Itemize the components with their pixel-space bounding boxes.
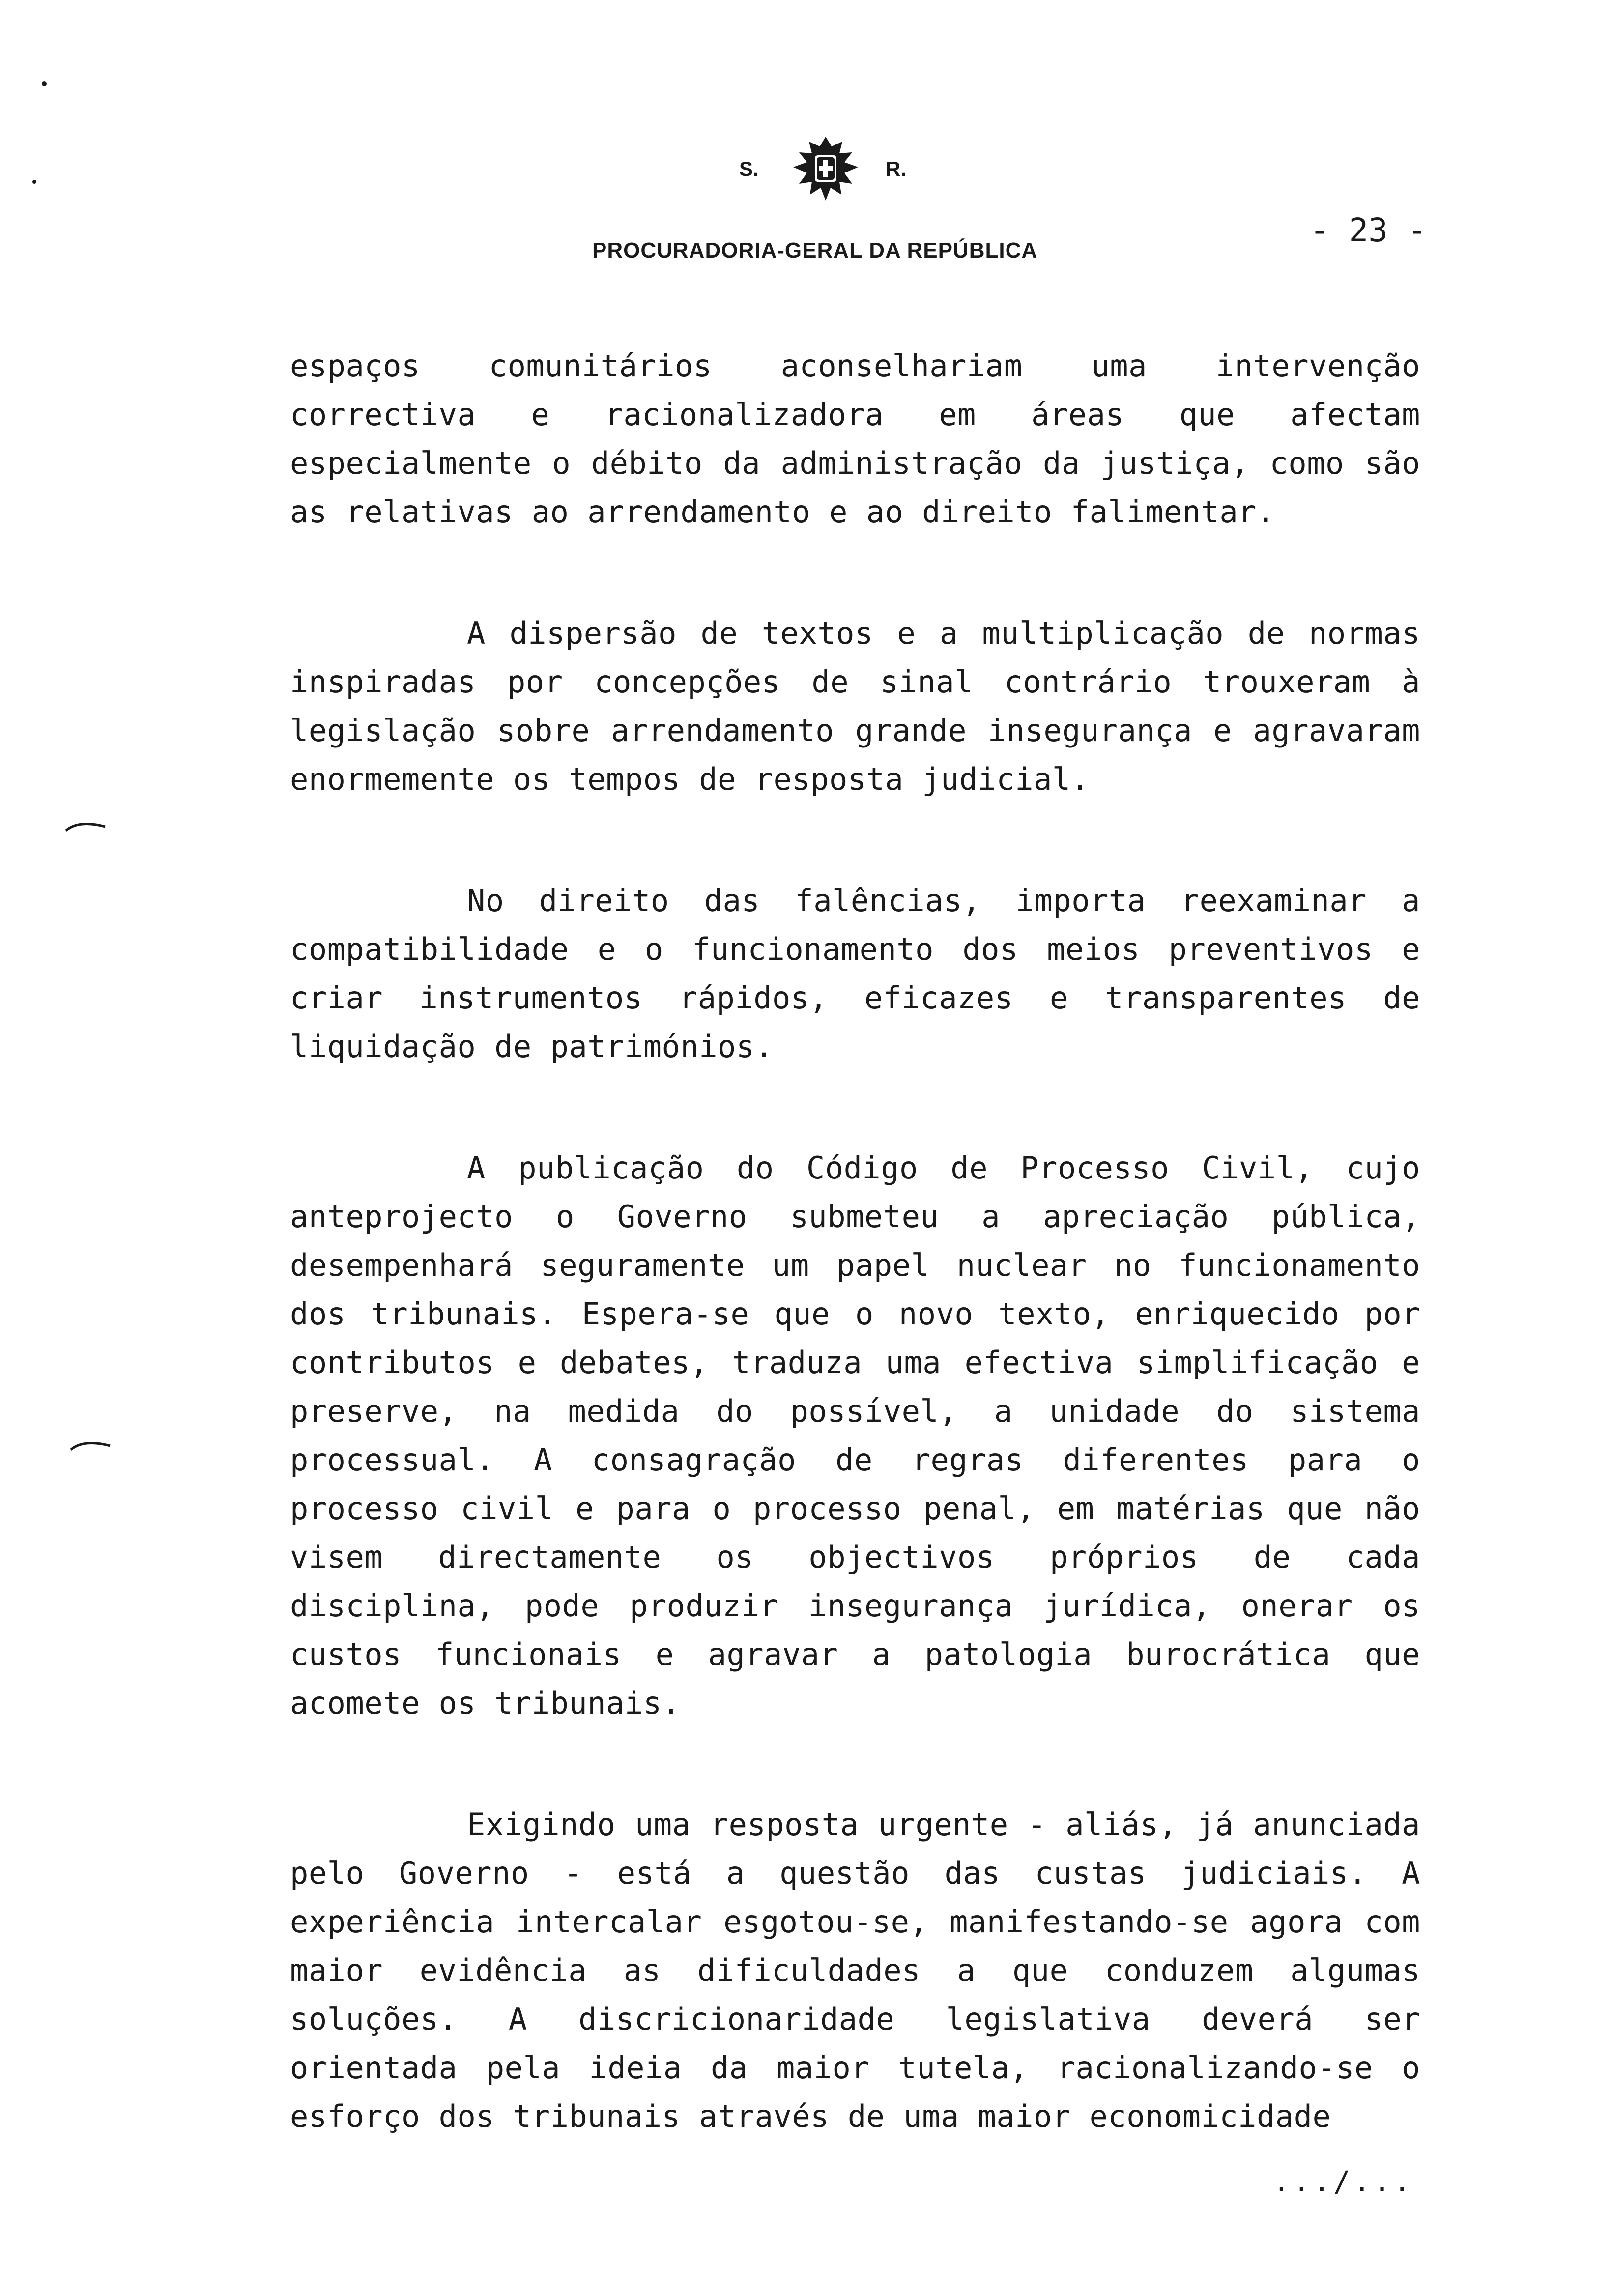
letterhead-letter-r: R. (886, 157, 906, 180)
page-number: - 23 - (1310, 211, 1427, 249)
scan-dot-top (39, 79, 49, 88)
paragraph-3: No direito das falências, importa reexaminar a compatibilidade e o funcionamento dos meios preventivos e criar instrumentos rápidos, eficazes e transparentes de liquidação de patrimónios. (290, 883, 1420, 1064)
letterhead (0, 133, 1612, 280)
paragraph-4: A publicação do Código de Processo Civil, cujo anteprojecto o Governo submeteu a apreciação pública, desempenhará seguramente um papel nuclear no funcionamento dos tribunais. Espera-se que o novo texto, enriquecido por contributos e debates, traduza uma efectiva simplificação e preserve, na medida do possível, a unidade do sistema processual. A consagração de regras diferentes para o processo civil e para o processo penal, em matérias que não visem directamente os objectivos próprios de cada disciplina, pode produzir insegurança jurídica, onerar os custos funcionais e agravar a patologia burocrática que acomete os tribunais. (290, 1150, 1420, 1721)
continuation-mark: .../... (1273, 2165, 1414, 2198)
paragraph-2: A dispersão de textos e a multiplicação de normas inspiradas por concepções de sinal contrário trouxeram à legislação sobre arrendamento grande insegurança e agravaram enormemente os tempos de resposta judicial. (290, 615, 1420, 797)
coat-of-arms-icon (786, 133, 865, 206)
margin-mark-lower (69, 1435, 113, 1455)
paragraph-5: Exigindo uma resposta urgente - aliás, já anunciada pelo Governo - está a questão das custas judiciais. A experiência intercalar esgotou-se, manifestando-se agora com maior evidência as dificuldades a que conduzem algumas soluções. A discricionaridade legislativa deverá ser orientada pela ideia da maior tutela, racionalizando-se o esforço dos tribunais através de uma maior economicidade (290, 1807, 1420, 2134)
margin-mark-upper (64, 816, 108, 835)
paragraph-1: espaços comunitários aconselhariam uma intervenção correctiva e racionalizadora em áreas que afectam especialmente o débito da administração da justiça, como são as relativas ao arrendamento e ao direito falimentar. (290, 348, 1420, 530)
document-body (290, 342, 1420, 2141)
emblem-row (727, 133, 924, 211)
scan-dot-mid (29, 177, 39, 187)
institution-name: PROCURADORIA-GERAL DA REPÚBLICA (592, 238, 1038, 262)
letterhead-letter-s: S. (739, 157, 759, 180)
